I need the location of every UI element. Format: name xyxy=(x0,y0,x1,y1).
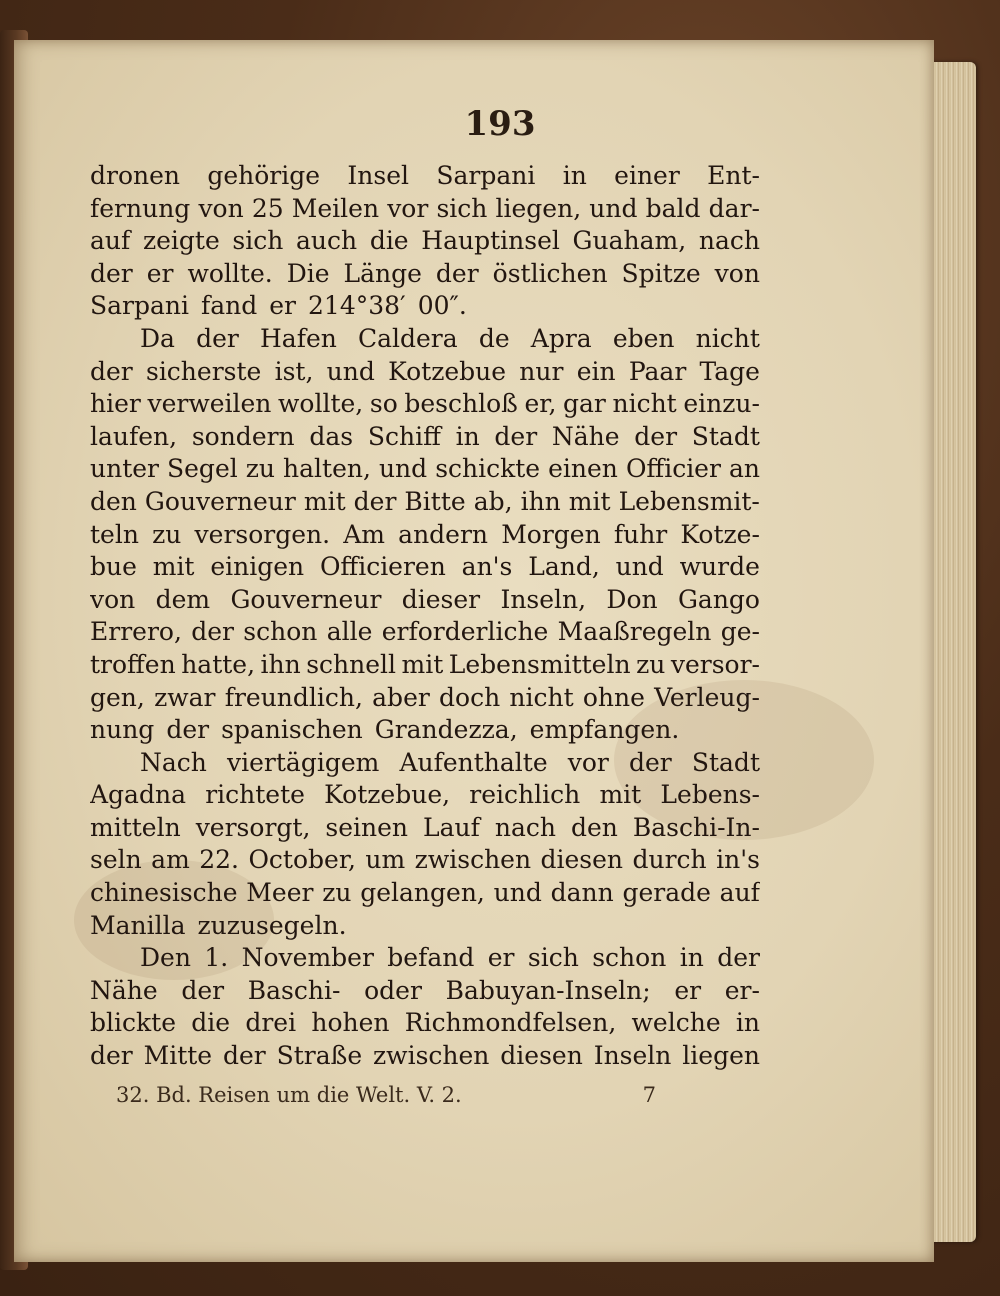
text-line xyxy=(90,551,760,584)
word: teln xyxy=(90,519,139,549)
word: und xyxy=(615,552,664,582)
word: in xyxy=(735,1008,760,1038)
word: nung xyxy=(90,715,155,745)
word: Nähe xyxy=(90,975,158,1005)
text-line xyxy=(90,486,760,519)
word: vor xyxy=(567,747,609,777)
text-line xyxy=(90,421,760,454)
word: Sarpani xyxy=(90,291,189,321)
word: dem xyxy=(155,584,211,614)
word: October, xyxy=(248,845,356,875)
word: Hauptinsel xyxy=(421,226,560,256)
word: Nach xyxy=(140,747,207,777)
word: sich xyxy=(436,193,488,223)
word: durch xyxy=(632,845,707,875)
word: er, xyxy=(524,389,557,419)
word: alle xyxy=(326,617,373,647)
text-line xyxy=(90,225,760,258)
word: zu xyxy=(636,649,666,679)
word: Paar xyxy=(628,356,687,386)
word: blickte xyxy=(90,1008,176,1038)
word: hohen xyxy=(311,1008,390,1038)
word: Den xyxy=(140,943,191,973)
word: Baschi- xyxy=(247,975,341,1005)
word: laufen, xyxy=(90,421,178,451)
text-line xyxy=(90,747,760,780)
word: wurde xyxy=(679,552,760,582)
word: mit xyxy=(303,486,346,516)
word: Don xyxy=(606,584,658,614)
word: Officieren xyxy=(319,552,446,582)
word: Meilen xyxy=(291,193,380,223)
word: 1. xyxy=(204,943,229,973)
word: sicherste xyxy=(145,356,262,386)
word: Officier xyxy=(625,454,721,484)
word: oder xyxy=(364,975,422,1005)
word: einzu- xyxy=(683,389,760,419)
word: Straße xyxy=(276,1041,363,1071)
word: von xyxy=(90,584,136,614)
word: Babuyan-Inseln; xyxy=(445,975,651,1005)
text-line xyxy=(90,649,760,682)
word: in xyxy=(679,943,704,973)
word: Sarpani xyxy=(436,161,536,190)
word: nach xyxy=(698,226,760,256)
word: ab, xyxy=(473,486,513,516)
word: zu xyxy=(152,519,182,549)
word: de xyxy=(478,323,510,353)
word: mit xyxy=(568,486,611,516)
body-text xyxy=(90,160,760,1073)
word: Da xyxy=(140,323,175,353)
word: am xyxy=(151,845,190,875)
word: Errero, xyxy=(90,617,182,647)
word: und xyxy=(378,454,428,484)
word: 214°38′ xyxy=(308,291,406,321)
word: zuzusegeln. xyxy=(197,910,347,940)
word: viertägigem xyxy=(227,747,380,777)
word: zwar xyxy=(154,682,216,712)
text-line xyxy=(90,584,760,617)
word: der xyxy=(435,258,479,288)
word: er- xyxy=(724,975,760,1005)
text-line xyxy=(90,290,760,323)
word: versorgen. xyxy=(194,519,331,549)
word: nicht xyxy=(509,682,574,712)
word: gelangen, xyxy=(360,878,485,908)
word: befand xyxy=(387,943,475,973)
word: gar xyxy=(563,389,606,419)
word: zwischen xyxy=(414,845,532,875)
word: den xyxy=(90,486,137,516)
word: sich xyxy=(527,943,579,973)
word: Kotzebue xyxy=(388,356,507,386)
word: Inseln xyxy=(593,1041,672,1071)
word: Ent- xyxy=(707,161,760,190)
word: auch xyxy=(296,226,358,256)
word: troffen xyxy=(90,649,176,679)
word: andern xyxy=(398,519,489,549)
word: dieser xyxy=(401,584,481,614)
word: Land, xyxy=(528,552,600,582)
word: der xyxy=(222,1041,266,1071)
word: in's xyxy=(716,845,760,875)
word: der xyxy=(634,421,678,451)
text-line xyxy=(90,682,760,715)
word: drei xyxy=(245,1008,297,1038)
word: bue xyxy=(90,552,137,582)
word: schon xyxy=(592,943,667,973)
text-line xyxy=(90,812,760,845)
word: erforderliche xyxy=(381,617,549,647)
word: Maaßregeln xyxy=(557,617,712,647)
text-line xyxy=(90,1040,760,1073)
word: Schiff xyxy=(367,421,441,451)
word: liegen, xyxy=(495,193,582,223)
word: nicht xyxy=(612,389,677,419)
word: zeigte xyxy=(142,226,220,256)
word: Aufenthalte xyxy=(399,747,548,777)
word: bald xyxy=(645,193,701,223)
word: beschloß xyxy=(404,389,518,419)
word: der xyxy=(90,1041,133,1071)
word: mitteln xyxy=(90,812,181,842)
word: eben xyxy=(612,323,675,353)
footer-signature: 32. Bd. Reisen um die Welt. V. 2. xyxy=(116,1083,462,1107)
word: den xyxy=(571,812,618,842)
word: halten, xyxy=(283,454,371,484)
text-line xyxy=(90,1007,760,1040)
word: sich xyxy=(232,226,284,256)
word: seln xyxy=(90,845,142,875)
word: in xyxy=(455,421,480,451)
word: um xyxy=(365,845,406,875)
word: ist, xyxy=(274,356,314,386)
word: nach xyxy=(494,812,556,842)
word: Am xyxy=(343,519,386,549)
word: auf xyxy=(719,878,760,908)
word: Agadna xyxy=(90,780,186,810)
text-line xyxy=(90,323,760,356)
text-line xyxy=(90,616,760,649)
word: Caldera xyxy=(357,323,458,353)
word: einer xyxy=(614,161,680,190)
word: 22. xyxy=(199,845,239,875)
word: Gouverneur xyxy=(144,486,296,516)
text-line xyxy=(90,356,760,389)
word: Lebens- xyxy=(660,780,760,810)
word: Hafen xyxy=(259,323,337,353)
word: gerade xyxy=(622,878,711,908)
word: richtete xyxy=(205,780,305,810)
word: der xyxy=(717,943,760,973)
word: dann xyxy=(550,878,614,908)
word: versorgt, xyxy=(195,812,311,842)
word: der xyxy=(494,421,538,451)
word: Kotze- xyxy=(680,519,760,549)
word: nur xyxy=(519,356,564,386)
word: Inseln, xyxy=(500,584,587,614)
word: versor- xyxy=(670,649,760,679)
word: nicht xyxy=(695,323,760,353)
word: Meer xyxy=(246,878,314,908)
word: Morgen xyxy=(501,519,601,549)
word: von xyxy=(198,193,244,223)
word: Nähe xyxy=(551,421,620,451)
word: der xyxy=(191,617,234,647)
word: gen, xyxy=(90,682,145,712)
text-line xyxy=(90,714,760,747)
text-line xyxy=(90,193,760,226)
word: der xyxy=(353,486,397,516)
word: der xyxy=(166,715,210,745)
word: 00″. xyxy=(417,291,467,321)
word: gehörige xyxy=(207,161,321,190)
word: schickte xyxy=(435,454,541,484)
text-line xyxy=(90,519,760,552)
word: Gouverneur xyxy=(230,584,382,614)
text-line xyxy=(90,942,760,975)
word: ge- xyxy=(720,617,760,647)
word: welche xyxy=(631,1008,721,1038)
word: November xyxy=(241,943,374,973)
word: fand xyxy=(201,291,258,321)
word: aber xyxy=(372,682,430,712)
word: ihn xyxy=(520,486,561,516)
word: der xyxy=(90,258,133,288)
word: mit xyxy=(599,780,642,810)
word: fuhr xyxy=(613,519,668,549)
word: Insel xyxy=(347,161,410,190)
word: verweilen xyxy=(147,389,272,419)
word: und xyxy=(493,878,542,908)
word: empfangen. xyxy=(529,715,680,745)
word: Richmondfelsen, xyxy=(404,1008,617,1038)
word: diesen xyxy=(540,845,624,875)
word: wollte, xyxy=(278,389,364,419)
text-line xyxy=(90,453,760,486)
word: der xyxy=(181,975,225,1005)
word: die xyxy=(369,226,409,256)
word: Lebensmitteln xyxy=(448,649,631,679)
word: er xyxy=(146,258,174,288)
word: sondern xyxy=(191,421,295,451)
word: wollte. xyxy=(187,258,273,288)
word: hier xyxy=(90,389,141,419)
word: reichlich xyxy=(469,780,581,810)
text-line xyxy=(90,258,760,291)
word: ein xyxy=(576,356,616,386)
word: vor xyxy=(387,193,429,223)
word: ihn xyxy=(260,649,301,679)
word: dar- xyxy=(708,193,760,223)
footer-sheet-mark: 7 xyxy=(642,1083,656,1107)
word: unter xyxy=(90,454,159,484)
word: der xyxy=(196,323,239,353)
word: hatte, xyxy=(181,649,256,679)
word: Die xyxy=(286,258,330,288)
word: doch xyxy=(439,682,501,712)
text-line xyxy=(90,910,760,943)
word: auf xyxy=(90,226,131,256)
word: fernung xyxy=(90,193,191,223)
word: spanischen xyxy=(221,715,363,745)
word: chinesische xyxy=(90,878,238,908)
word: Spitze xyxy=(621,258,701,288)
page-number: 193 xyxy=(464,104,536,144)
text-line xyxy=(90,844,760,877)
word: zu xyxy=(322,878,352,908)
word: Tage xyxy=(699,356,760,386)
page-footer xyxy=(116,1083,656,1107)
word: Kotzebue, xyxy=(324,780,451,810)
word: die xyxy=(191,1008,231,1038)
word: Gango xyxy=(677,584,760,614)
text-line xyxy=(90,388,760,421)
text-line xyxy=(90,975,760,1008)
word: freundlich, xyxy=(224,682,363,712)
text-line xyxy=(90,877,760,910)
word: einigen xyxy=(210,552,305,582)
word: Länge xyxy=(343,258,422,288)
word: liegen xyxy=(682,1041,760,1071)
word: einen xyxy=(548,454,618,484)
word: zu xyxy=(245,454,276,484)
word: 25 xyxy=(251,193,284,223)
text-line xyxy=(90,160,760,193)
word: an's xyxy=(461,552,513,582)
word: Segel xyxy=(167,454,238,484)
word: und xyxy=(326,356,375,386)
word: so xyxy=(369,389,398,419)
word: Mitte xyxy=(143,1041,213,1071)
text-line xyxy=(90,779,760,812)
word: von xyxy=(714,258,760,288)
word: Apra xyxy=(530,323,592,353)
word: schon xyxy=(243,617,318,647)
word: ohne xyxy=(582,682,645,712)
word: der xyxy=(90,356,133,386)
word: Lebensmit- xyxy=(618,486,760,516)
word: Grandezza, xyxy=(374,715,518,745)
word: das xyxy=(309,421,354,451)
word: mit xyxy=(401,649,444,679)
word: mit xyxy=(152,552,195,582)
word: Manilla xyxy=(90,910,186,940)
word: Verleug- xyxy=(654,682,760,712)
word: diesen xyxy=(500,1041,583,1071)
word: er xyxy=(269,291,297,321)
word: zwischen xyxy=(373,1041,490,1071)
word: Stadt xyxy=(691,421,760,451)
word: er xyxy=(487,943,515,973)
word: Baschi-In- xyxy=(632,812,760,842)
word: an xyxy=(728,454,760,484)
word: Lauf xyxy=(423,812,480,842)
word: er xyxy=(674,975,702,1005)
word: in xyxy=(562,161,587,190)
word: schnell xyxy=(306,649,397,679)
word: seinen xyxy=(325,812,409,842)
word: dronen xyxy=(90,161,181,190)
word: östlichen xyxy=(492,258,608,288)
word: der xyxy=(629,747,672,777)
word: Bitte xyxy=(404,486,466,516)
word: Stadt xyxy=(691,747,760,777)
word: und xyxy=(589,193,638,223)
word: Guaham, xyxy=(572,226,687,256)
